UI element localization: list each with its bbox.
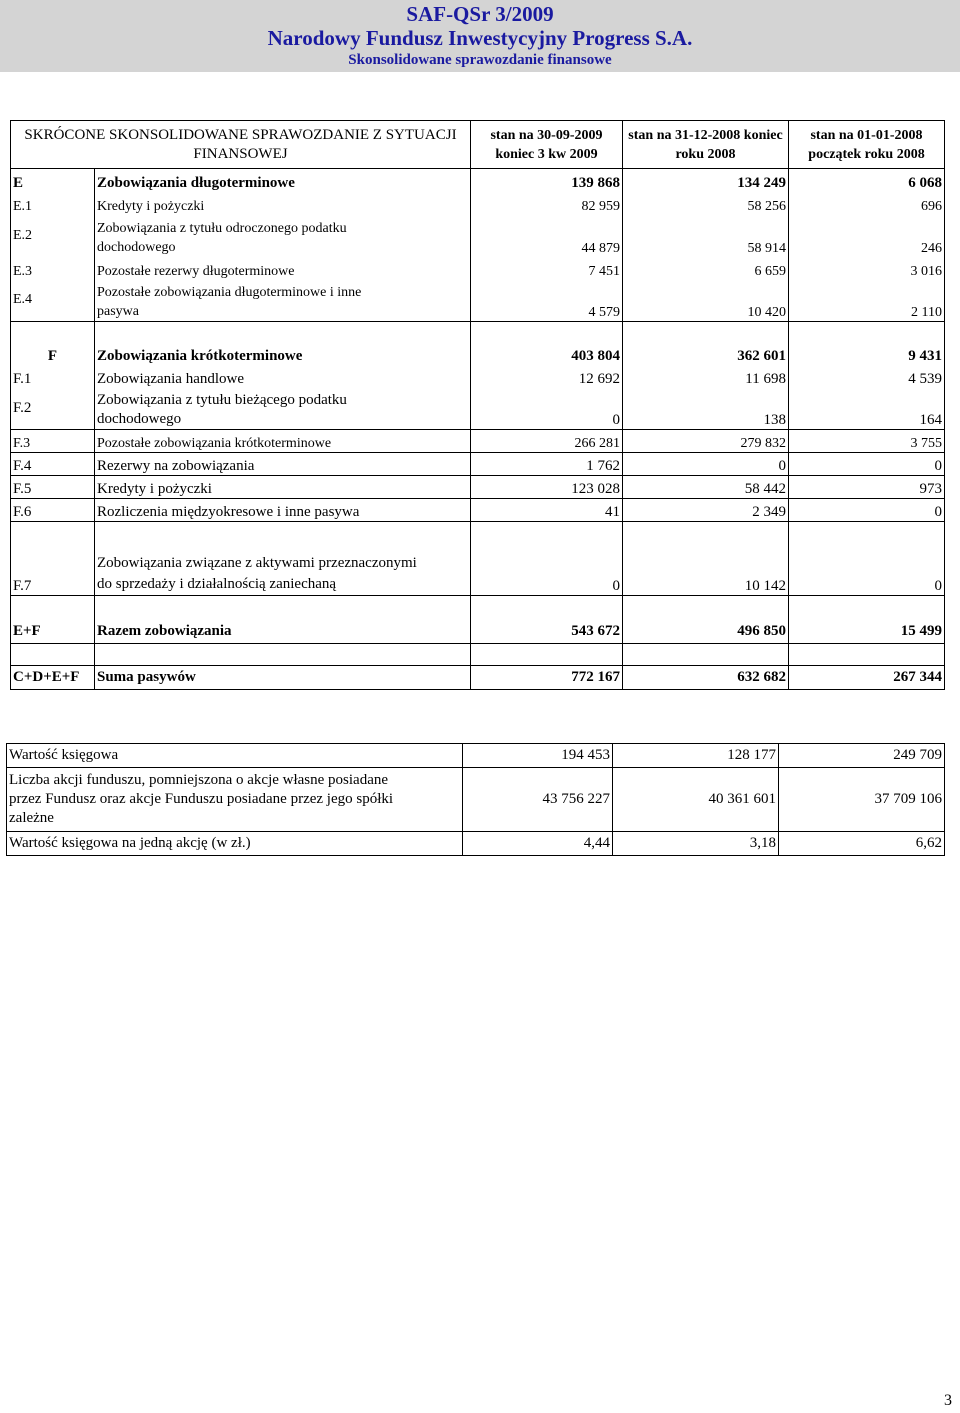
row-code: F.7 (11, 522, 95, 596)
spacer-row (11, 596, 945, 620)
row-code: F (11, 342, 95, 365)
row-value: 41 (471, 499, 623, 522)
row-label (95, 522, 471, 596)
row-value: 2 349 (623, 499, 789, 522)
row-label-line: pasywa (97, 304, 139, 319)
table-title: SKRÓCONE SKONSOLIDOWANE SPRAWOZDANIE Z SYTUACJI FINANSOWEJ (11, 121, 471, 169)
row-label: Suma pasywów (95, 666, 471, 690)
table-row (7, 744, 945, 768)
table-row (11, 342, 945, 365)
row-value: 134 249 (623, 169, 789, 192)
row-value: 0 (471, 388, 623, 430)
row-value: 4 579 (471, 280, 623, 322)
table-row (11, 499, 945, 522)
row-value: 6,62 (779, 832, 945, 856)
row-label-line: Zobowiązania związane z aktywami przeznaczonymi (97, 555, 417, 571)
col-header-2008-end: stan na 31-12-2008 koniec roku 2008 (623, 121, 789, 169)
row-value: 58 256 (623, 192, 789, 215)
row-value: 164 (789, 388, 945, 430)
report-code: SAF-QSr 3/2009 (406, 2, 554, 26)
table-row (11, 388, 945, 430)
row-code: E (11, 169, 95, 192)
row-value: 10 420 (623, 280, 789, 322)
row-label: Wartość księgowa (7, 744, 463, 768)
document-type: Skonsolidowane sprawozdanie finansowe (348, 52, 612, 68)
col-header-2009: stan na 30-09-2009 koniec 3 kw 2009 (471, 121, 623, 169)
row-value: 0 (789, 453, 945, 476)
table-row (11, 257, 945, 280)
row-value: 1 762 (471, 453, 623, 476)
table-row (11, 192, 945, 215)
row-code: F.1 (11, 365, 95, 388)
row-label: Pozostałe rezerwy długoterminowe (95, 257, 471, 280)
company-name: Narodowy Fundusz Inwestycyjny Progress S.A. (267, 26, 693, 50)
row-value: 2 110 (789, 280, 945, 322)
row-value: 139 868 (471, 169, 623, 192)
row-value: 266 281 (471, 430, 623, 453)
row-value: 4 539 (789, 365, 945, 388)
row-value: 82 959 (471, 192, 623, 215)
row-label: Pozostałe zobowiązania krótkoterminowe (95, 430, 471, 453)
row-value: 4,44 (463, 832, 613, 856)
row-code: E.3 (11, 257, 95, 280)
financial-position-table (10, 120, 945, 690)
row-code: E.1 (11, 192, 95, 215)
row-value: 632 682 (623, 666, 789, 690)
row-value: 3 755 (789, 430, 945, 453)
row-label: Zobowiązania handlowe (95, 365, 471, 388)
row-value: 403 804 (471, 342, 623, 365)
row-label: Zobowiązania długoterminowe (95, 169, 471, 192)
table-row (11, 453, 945, 476)
row-code: F.6 (11, 499, 95, 522)
row-label: Kredyty i pożyczki (95, 192, 471, 215)
row-label-line: dochodowego (97, 411, 182, 427)
row-code: F.2 (11, 388, 95, 430)
row-value: 496 850 (623, 620, 789, 644)
row-value: 0 (789, 499, 945, 522)
row-label-line: Liczba akcji funduszu, pomniejszona o akcje własne posiadane (9, 772, 389, 788)
row-value: 362 601 (623, 342, 789, 365)
row-code: E+F (11, 620, 95, 644)
row-label-line: Zobowiązania z tytułu odroczonego podatku (97, 220, 347, 236)
row-label-line: przez Fundusz oraz akcje Funduszu posiadane przez jego spółki (9, 791, 394, 807)
table-row (11, 365, 945, 388)
row-code: E.4 (11, 280, 95, 322)
row-value: 0 (789, 522, 945, 596)
row-value: 40 361 601 (613, 768, 779, 832)
row-value: 0 (623, 453, 789, 476)
row-label (7, 768, 463, 832)
table-row (7, 832, 945, 856)
row-value: 10 142 (623, 522, 789, 596)
table-row (11, 280, 945, 322)
row-code: C+D+E+F (11, 666, 95, 690)
row-value: 6 659 (623, 257, 789, 280)
row-value: 7 451 (471, 257, 623, 280)
row-value: 3 016 (789, 257, 945, 280)
row-label-line: Pozostałe zobowiązania długoterminowe i inne (97, 285, 362, 300)
row-label: Rozliczenia międzyokresowe i inne pasywa (95, 499, 471, 522)
row-value: 37 709 106 (779, 768, 945, 832)
row-value: 249 709 (779, 744, 945, 768)
row-value: 123 028 (471, 476, 623, 499)
book-value-table (6, 743, 945, 856)
row-value: 11 698 (623, 365, 789, 388)
row-value: 58 914 (623, 215, 789, 257)
table-header-row (11, 121, 945, 169)
row-label (95, 280, 471, 322)
row-label: Kredyty i pożyczki (95, 476, 471, 499)
table-row (11, 169, 945, 192)
row-label (95, 388, 471, 430)
table-row (11, 476, 945, 499)
row-value: 3,18 (613, 832, 779, 856)
row-label-line: dochodowego (97, 239, 176, 255)
row-value: 58 442 (623, 476, 789, 499)
row-value: 194 453 (463, 744, 613, 768)
row-value: 15 499 (789, 620, 945, 644)
spacer-row (11, 644, 945, 666)
table-row (11, 666, 945, 690)
col-header-2008-start: stan na 01-01-2008 początek roku 2008 (789, 121, 945, 169)
row-label: Razem zobowiązania (95, 620, 471, 644)
row-value: 128 177 (613, 744, 779, 768)
row-value: 696 (789, 192, 945, 215)
row-code: F.5 (11, 476, 95, 499)
row-value: 267 344 (789, 666, 945, 690)
row-value: 138 (623, 388, 789, 430)
row-value: 973 (789, 476, 945, 499)
row-value: 43 756 227 (463, 768, 613, 832)
page-number: 3 (944, 1392, 952, 1409)
row-code: F.4 (11, 453, 95, 476)
row-label: Wartość księgowa na jedną akcję (w zł.) (7, 832, 463, 856)
row-value: 6 068 (789, 169, 945, 192)
row-value: 543 672 (471, 620, 623, 644)
row-label-line: do sprzedaży i działalnością zaniechaną (97, 576, 337, 592)
row-value: 246 (789, 215, 945, 257)
table-row (11, 522, 945, 596)
row-value: 44 879 (471, 215, 623, 257)
spacer-row (11, 322, 945, 342)
table-row (7, 768, 945, 832)
row-label-line: zależne (9, 810, 54, 826)
table-row (11, 215, 945, 257)
row-label-line: Zobowiązania z tytułu bieżącego podatku (97, 392, 347, 408)
row-label: Zobowiązania krótkoterminowe (95, 342, 471, 365)
table-row (11, 620, 945, 644)
row-code: F.3 (11, 430, 95, 453)
row-value: 9 431 (789, 342, 945, 365)
table-row (11, 430, 945, 453)
row-value: 279 832 (623, 430, 789, 453)
row-value: 12 692 (471, 365, 623, 388)
row-value: 772 167 (471, 666, 623, 690)
row-label: Rezerwy na zobowiązania (95, 453, 471, 476)
row-label (95, 215, 471, 257)
row-code: E.2 (11, 215, 95, 257)
row-value: 0 (471, 522, 623, 596)
